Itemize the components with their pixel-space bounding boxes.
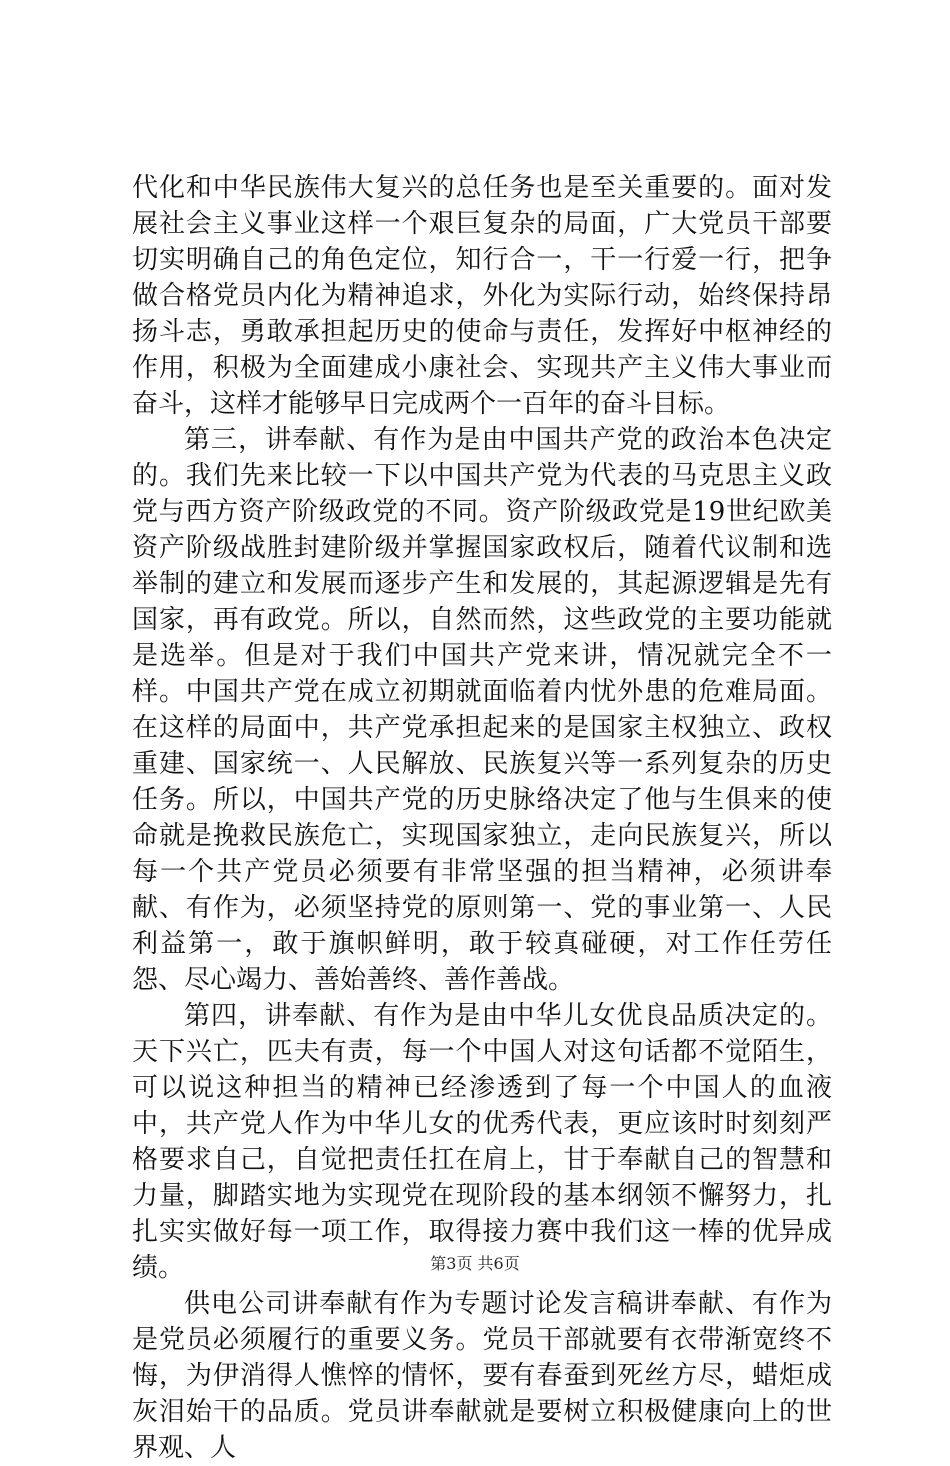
paragraph-fourth-point: 第四，讲奉献、有作为是由中华儿女优良品质决定的。天下兴亡，匹夫有责，每一个中国人对这句话都不觉陌生，可以说这种担当的精神已经渗透到了每一个中国人的血液中，共产党人作为中华儿女的优秀代表，更应该时时刻刻严格要求自己，自觉把责任扛在肩上，甘于奉献自己的智慧和力量，脚踏实地为实现党在现阶段的基本纲领不懈努力，扎扎实实做好每一项工作，取得接力赛中我们这一棒的优异成绩。: [132, 1001, 832, 1283]
page-footer: 第3页 共6页: [430, 1254, 520, 1273]
paragraph-continuation: 代化和中华民族伟大复兴的总任务也是至关重要的。面对发展社会主义事业这样一个艰巨复杂的局面，广大党员干部要切实明确自己的角色定位，知行合一，干一行爱一行，把争做合格党员内化为精神追求，外化为实际行动，始终保持昂扬斗志，勇敢承担起历史的使命与责任，发挥好中枢神经的作用，积极为全面建成小康社会、实现共产主义伟大事业而奋斗，这样才能够早日完成两个一百年的奋斗目标。: [132, 173, 832, 419]
paragraph-speech-intro: 供电公司讲奉献有作为专题讨论发言稿讲奉献、有作为是党员必须履行的重要义务。党员干部就要有衣带渐宽终不悔，为伊消得人憔悴的情怀，要有春蚕到死丝方尽，蜡炬成灰泪始干的品质。党员讲奉献就是要树立积极健康向上的世界观、人: [132, 1289, 832, 1463]
paragraph-third-point: 第三，讲奉献、有作为是由中国共产党的政治本色决定的。我们先来比较一下以中国共产党为代表的马克思主义政党与西方资产阶级政党的不同。资产阶级政党是19世纪欧美资产阶级战胜封建阶级并掌握国家政权后，随着代议制和选举制的建立和发展而逐步产生和发展的，其起源逻辑是先有国家，再有政党。所以，自然而然，这些政党的主要功能就是选举。但是对于我们中国共产党来讲，情况就完全不一样。中国共产党在成立初期就面临着内忧外患的危难局面。在这样的局面中，共产党承担起来的是国家主权独立、政权重建、国家统一、人民解放、民族复兴等一系列复杂的历史任务。所以，中国共产党的历史脉络决定了他与生俱来的使命就是挽救民族危亡，实现国家独立，走向民族复兴，所以每一个共产党员必须要有非常坚强的担当精神，必须讲奉献、有作为，必须坚持党的原则第一、党的事业第一、人民利益第一，敢于旗帜鲜明，敢于较真碰硬，对工作任劳任怨、尽心竭力、善始善终、善作善战。: [132, 425, 832, 995]
